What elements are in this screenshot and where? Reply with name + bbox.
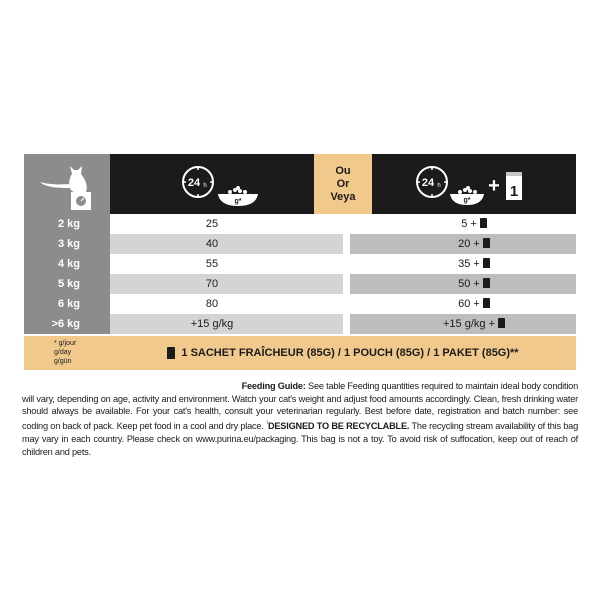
- table-row: [24, 214, 576, 234]
- or-separator: [314, 154, 372, 214]
- header-mixed-column: [372, 154, 576, 214]
- feeding-guide-line1: See table Feeding quantities required to maintain ideal body condition: [308, 381, 578, 391]
- per-day-pouch-note: [110, 336, 576, 370]
- recycle-text: The recycling stream availability of this bag may vary in each country. Please check on www.purina.eu/packaging. This bag is not a toy. To avoid risk of suffocation, keep out of reach of children and pets.: [22, 421, 578, 457]
- mixed-amount: [372, 294, 576, 314]
- recycle-label: DESIGNED TO BE RECYCLABLE.: [267, 421, 410, 432]
- unit-en: g/day: [54, 349, 72, 356]
- pouch-icon: [483, 278, 490, 288]
- dry-amount: 55: [205, 258, 219, 270]
- weight-cell: 4 kg: [24, 254, 110, 274]
- table-row: [24, 254, 576, 274]
- clock-bowl-pouch-icon: [372, 154, 576, 214]
- dry-amount: 40: [205, 238, 219, 250]
- plus-sign: +: [488, 175, 500, 197]
- dry-amount: +15 g/kg: [190, 318, 234, 330]
- or-fr: Ou: [335, 164, 351, 177]
- mixed-amount: [372, 254, 576, 274]
- clock-sub-label: h: [437, 183, 441, 189]
- per-day-text: 1 SACHET FRAÎCHEUR (85G) / 1 POUCH (85G) / 1 PAKET (85G)**: [181, 347, 519, 359]
- pouch-icon: [167, 347, 175, 359]
- mixed-amount-text: 60 +: [458, 298, 480, 310]
- mixed-amount-text: +15 g/kg +: [443, 318, 495, 330]
- feeding-guide-first-line: [22, 380, 578, 393]
- table-row: [24, 274, 576, 294]
- clock-label: 24: [421, 177, 435, 189]
- table-row: [24, 314, 576, 334]
- feeding-guide-label: Feeding Guide:: [241, 381, 306, 391]
- feeding-guide-text: [22, 380, 578, 458]
- cat-on-scale-icon: [24, 154, 110, 214]
- mixed-amount: [372, 234, 576, 254]
- bowl-label: g*: [463, 197, 471, 204]
- pouch-icon: [498, 318, 505, 328]
- table-row: [24, 294, 576, 314]
- weight-cell: 6 kg: [24, 294, 110, 314]
- mixed-amount: [372, 314, 576, 334]
- unit-fr: * g/jour: [54, 340, 77, 347]
- pouch-icon: [483, 238, 490, 248]
- mixed-amount-text: 5 +: [461, 218, 477, 230]
- feeding-guide-body: will vary, depending on age, activity and environment. Watch your cat's weight and adjust food amounts accordingly. Clean, fresh drinking water should always be available. For your cat's health, consult your veterinarian regularly. Best before date, registration and batch number: see coding on back of pack. Keep pet food in a cool and dry place.: [22, 393, 578, 432]
- header-cat-scale-cell: [24, 154, 110, 214]
- dry-amount: 25: [205, 218, 219, 230]
- unit-tr: g/gün: [54, 358, 72, 365]
- pouch-icon: [483, 298, 490, 308]
- weight-cell: >6 kg: [24, 314, 110, 334]
- header-dry-column: [110, 154, 314, 214]
- clock-bowl-icon: [110, 154, 314, 214]
- recycle-mark: ¹: [266, 421, 268, 428]
- bowl-label: g*: [234, 198, 242, 205]
- clock-label: 24: [187, 177, 201, 189]
- mixed-amount-text: 35 +: [458, 258, 480, 270]
- dry-amount: 80: [205, 298, 219, 310]
- clock-sub-label: h: [203, 183, 207, 189]
- weight-cell: 3 kg: [24, 234, 110, 254]
- pouch-icon: [480, 218, 487, 228]
- per-day-units-cell: [24, 336, 110, 370]
- pouch-count: 1: [509, 183, 519, 200]
- mixed-amount-text: 50 +: [458, 278, 480, 290]
- mixed-amount: [372, 274, 576, 294]
- table-row: [24, 234, 576, 254]
- or-tr: Veya: [330, 190, 356, 203]
- or-en: Or: [336, 177, 350, 190]
- weight-cell: 2 kg: [24, 214, 110, 234]
- mixed-amount-text: 20 +: [458, 238, 480, 250]
- dry-amount: 70: [205, 278, 219, 290]
- pouch-icon: [483, 258, 490, 268]
- weight-cell: 5 kg: [24, 274, 110, 294]
- mixed-amount: [372, 214, 576, 234]
